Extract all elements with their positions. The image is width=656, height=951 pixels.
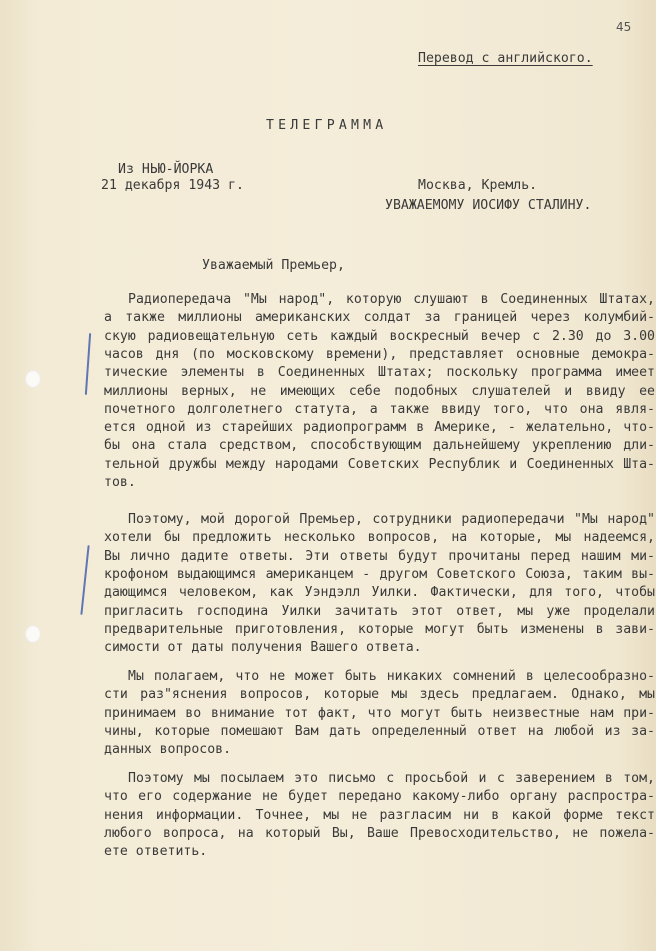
document-heading: ТЕЛЕГРАММА xyxy=(266,118,388,133)
body-line: часов дня (по московскому времени), представляет основные демокра- xyxy=(104,346,655,362)
origin-city: Из НЬЮ-ЙОРКА xyxy=(118,162,214,177)
body-line: нения информации. Точнее, мы не разгласим ни в какой форме текст xyxy=(104,807,655,823)
body-line: предварительные приготовления, которые могут быть изменены в зави- xyxy=(104,621,655,637)
body-line: тические элементы в Соединенных Штатах; поскольку программа имеет xyxy=(104,365,655,381)
body-line: сти раз"яснения вопросов, которые мы здесь предлагаем. Однако, мы xyxy=(104,687,655,703)
body-line: тов. xyxy=(104,475,136,490)
body-line: хотели бы предложить несколько вопросов, на которые, мы надеемся, xyxy=(104,530,655,546)
body-line: Поэтому мы посылаем это письмо с просьбой и с заверением в том, xyxy=(128,771,655,786)
punch-hole-bottom xyxy=(25,625,41,643)
body-line: скую радиовещательную сеть каждый воскресный вечер с 2.30 до 3.00 xyxy=(104,328,655,344)
body-line: принимаем во внимание тот факт, что могут быть неизвестные нам при- xyxy=(104,705,655,721)
body-line: чины, которые помешают Вам дать определенный ответ на любой из за- xyxy=(104,723,655,739)
body-line: пригласить господина Уилки зачитать этот ответ, мы уже проделали xyxy=(104,603,655,619)
body-line: почетного долголетнего статута, а также ввиду того, что она явля- xyxy=(104,401,655,417)
margin-pencil-mark-bottom xyxy=(80,545,89,615)
page-number: 45 xyxy=(616,20,632,34)
body-line: бы она стала средством, способствующим дальнейшему укреплению дли- xyxy=(104,438,655,454)
body-line: ется одной из старейших радиопрограмм в Америке, - желательно, что- xyxy=(104,420,655,436)
punch-hole-top xyxy=(25,370,41,388)
body-line: Поэтому, мой дорогой Премьер, сотрудники радиопередачи "Мы народ" xyxy=(128,512,655,527)
body-line: Мы полагаем, что не может быть никаких сомнений в целесообразно- xyxy=(128,669,655,684)
translation-note: Перевод с английского. xyxy=(418,51,593,66)
body-line: крофоном выдающимся американцем - другом Советского Союза, таким вы- xyxy=(104,566,655,582)
body-line: любого вопроса, на который Вы, Ваше Превосходительство, не пожела- xyxy=(104,825,655,841)
body-line: дающимся человеком, как Уэндэлл Уилки. Фактически, для того, чтобы xyxy=(104,585,655,601)
margin-pencil-mark-top xyxy=(85,333,91,395)
body-line: ете ответить. xyxy=(104,844,208,860)
body-line: данных вопросов. xyxy=(104,742,232,758)
salutation: Уважаемый Премьер, xyxy=(202,258,345,273)
destination-place: Москва, Кремль. xyxy=(418,178,538,193)
origin-date: 21 декабря 1943 г. xyxy=(101,178,244,193)
body-line: симости от даты получения Вашего ответа. xyxy=(104,640,422,656)
body-line: Радиопередача "Мы народ", которую слушают в Соединенных Штатах, xyxy=(128,292,655,307)
body-line: Вы лично дадите ответы. Эти ответы будут прочитаны перед нашим ми- xyxy=(104,548,655,564)
body-line: что его содержание не будет передано какому-либо органу распростра- xyxy=(104,789,655,805)
body-line: тельной дружбы между народами Советских Республик и Соединенных Шта- xyxy=(104,456,655,472)
body-line: миллионы верных, не имеющих себе подобных слушателей и ввиду ее xyxy=(104,383,655,399)
body-line: а также миллионы американских солдат за границей через колумбий- xyxy=(104,310,655,326)
addressee: УВАЖАЕМОМУ ИОСИФУ СТАЛИНУ. xyxy=(385,198,592,213)
